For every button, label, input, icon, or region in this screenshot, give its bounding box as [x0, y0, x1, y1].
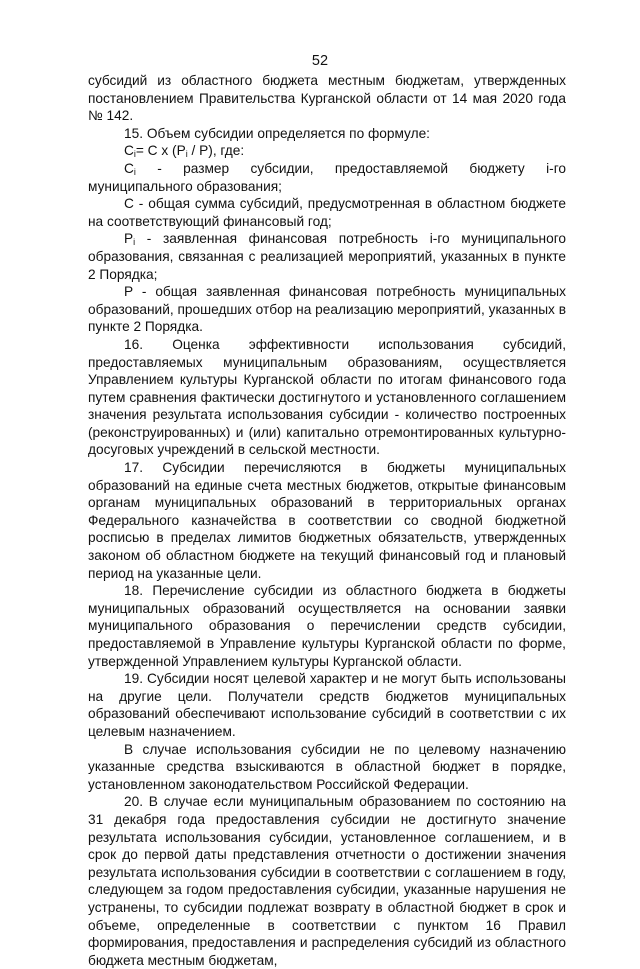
definition-ci [88, 160, 566, 195]
paragraph-16: 16. Оценка эффективности использования субсидий, предоставляемых муниципальным образованиям, осуществляется Управлением культуры Курганской области по итогам финансового года путем сравнения фактически достигнутого и установленного соглашением значения результата использования субсидии - количество построенных (реконструированных) и (или) капитально отремонтированных культурно-досуговых учреждений в сельской местности. [88, 336, 566, 458]
definition-c: C - общая сумма субсидий, предусмотренная в областном бюджете на соответствующий финансовый год; [88, 196, 566, 229]
formula-subscript: i [133, 149, 136, 160]
page-number: 52 [311, 53, 329, 69]
definition-p: P - общая заявленная финансовая потребность муниципальных образований, прошедших отбор на реализацию мероприятий, указанных в пункте 2 Порядка. [88, 284, 566, 335]
paragraph-continuation: субсидий из областного бюджета местным бюджетам, утвержденных постановлением Правительства Курганской области от 14 мая 2020 года № 142. [88, 73, 566, 124]
paragraph-18: 18. Перечисление субсидии из областного бюджета в бюджеты муниципальных образований осуществляется на основании заявки муниципального образования о перечислении средств субсидии, предоставляемой в Управление культуры Курганской области по форме, утвержденной Управлением культуры Курганской области. [88, 583, 566, 669]
formula-line [88, 142, 566, 160]
paragraph-19: 19. Субсидии носят целевой характер и не могут быть использованы на другие цели. Получатели средств бюджетов муниципальных образований обеспечивают использование субсидий в соответствии с их целевым назначением. [88, 671, 566, 739]
formula-subscript: i [133, 237, 136, 248]
formula-text: - заявленная финансовая потребность i-го муниципального образования, связанная с реализацией мероприятий, указанных в пункте 2 Порядка; [88, 231, 566, 282]
paragraph-20: 20. В случае если муниципальным образованием по состоянию на 31 декабря года предоставления субсидии не достигнуто значение результата использования субсидии, установленное соглашением, и в срок до первой даты представления отчетности о достижении значения результата использования субсидии в соответствии с соглашением в году, следующем за годом предоставления субсидии, указанные нарушения не устранены, то субсидии подлежат возврату в областной бюджет в срок и объеме, определенные в соответствии с пунктом 16 Правил формирования, предоставления и распределения субсидий из областного бюджета местным бюджетам, [88, 794, 566, 968]
formula-subscript: i [133, 166, 136, 177]
paragraph-misuse: В случае использования субсидии не по целевому назначению указанные средства взыскиваются в областной бюджет в порядке, установленном законодательством Российской Федерации. [88, 741, 566, 792]
definition-pi [88, 230, 566, 283]
formula-text: P [124, 231, 134, 247]
formula-text: / P), где: [187, 143, 245, 159]
formula-text: C [124, 160, 134, 176]
formula-text: - размер субсидии, предоставляемой бюджету i-го муниципального образования; [88, 160, 566, 194]
formula-text: C [124, 143, 134, 159]
formula-subscript: i [185, 149, 188, 160]
formula-text: = C x (P [135, 143, 186, 159]
document-body [88, 72, 566, 969]
paragraph-17: 17. Субсидии перечисляются в бюджеты муниципальных образований на единые счета местных бюджетов, открытые финансовым органам муниципальных образований в территориальных органах Федерального казначейства в соответствии со сводной бюджетной росписью в пределах лимитов бюджетных обязательств, утвержденных законом об областном бюджете на текущий финансовый год и плановый период на указанные цели. [88, 460, 566, 581]
paragraph-15: 15. Объем субсидии определяется по формуле: [124, 125, 430, 141]
